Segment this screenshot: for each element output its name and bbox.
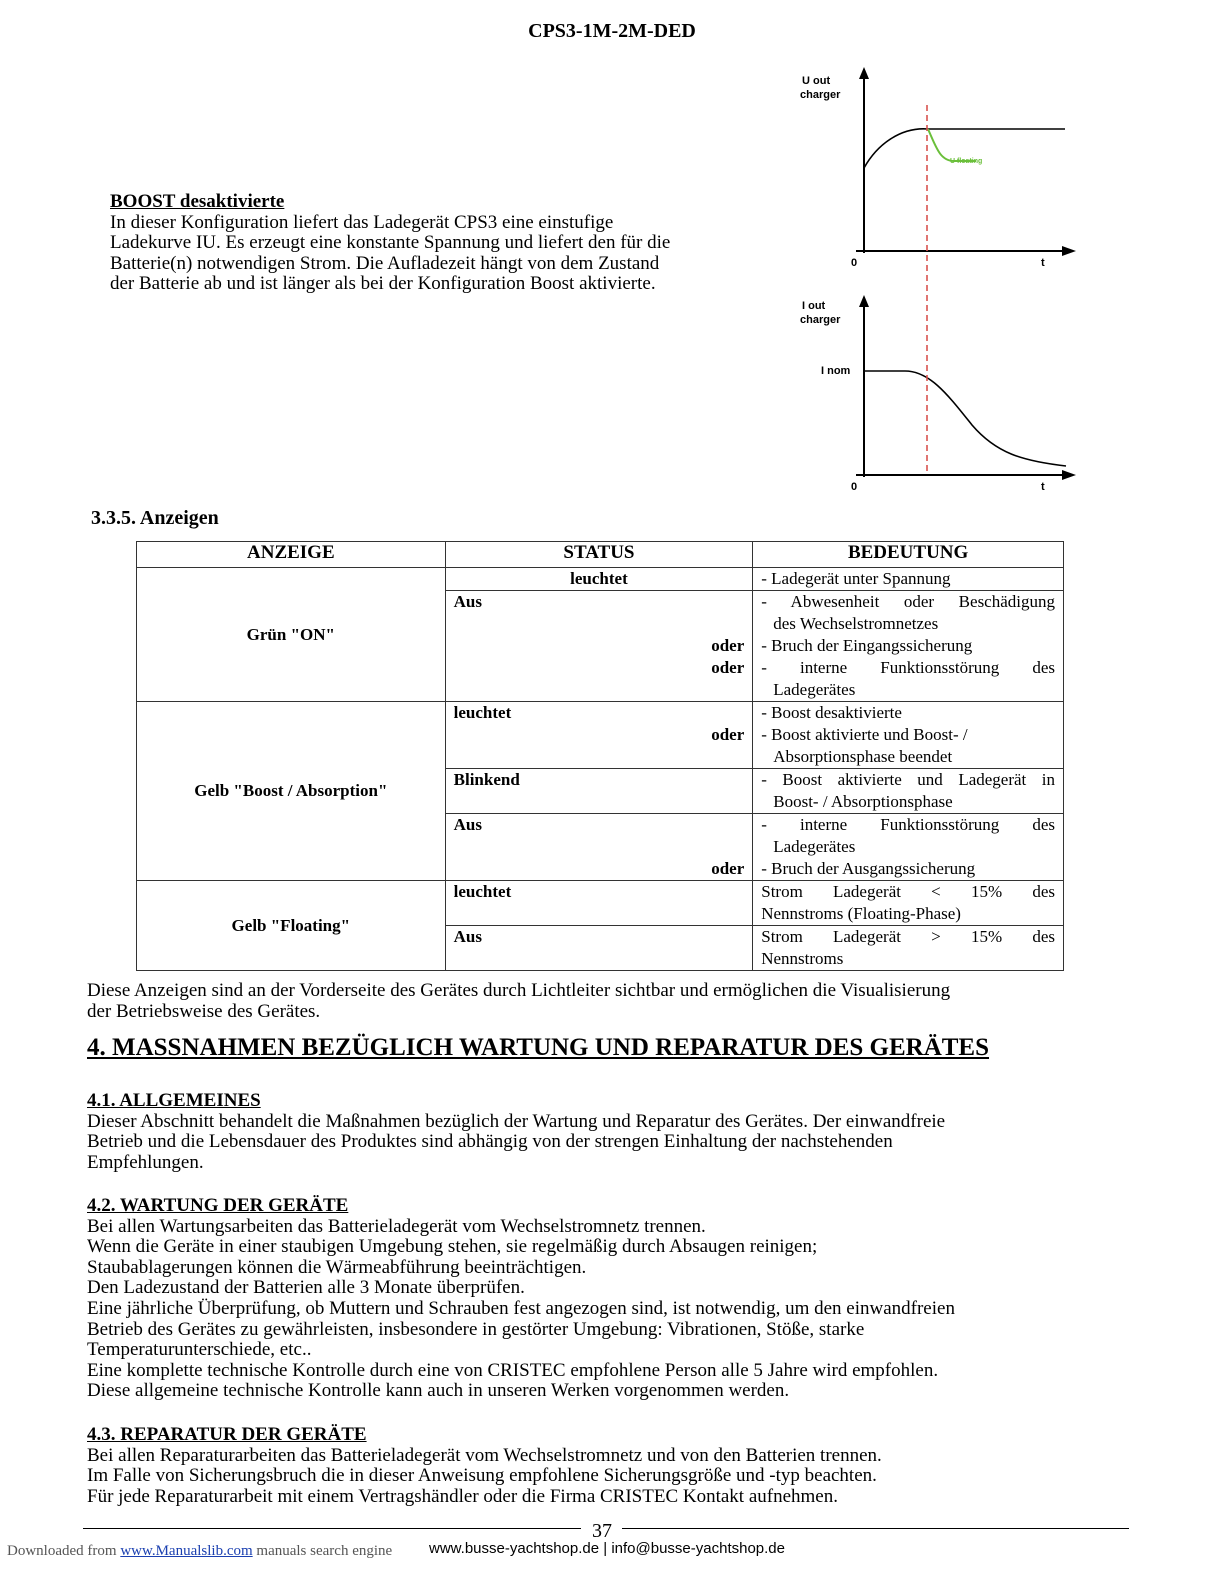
- footer-rule-left: [83, 1528, 581, 1529]
- voltage-xlabel: t: [1041, 257, 1045, 269]
- shop-contact: www.busse-yachtshop.de | info@busse-yachtshop.de: [429, 1540, 785, 1557]
- meaning-line: - Boost aktivierte und Boost- /: [761, 725, 968, 744]
- download-prefix: Downloaded from: [7, 1543, 117, 1559]
- meaning-line: Absorptionsphase beendet: [773, 747, 953, 766]
- meaning-line: - interne Funktionsstörung des: [761, 658, 1055, 677]
- meaning-cell: - Ladegerät unter Spannung: [753, 568, 1064, 591]
- paragraph-line: Staubablagerungen können die Wärmeabführung beeinträchtigen.: [87, 1256, 587, 1278]
- paragraph-line: Im Falle von Sicherungsbruch die in dieser Anweisung empfohlene Sicherungsgröße und -typ beachten.: [87, 1465, 877, 1487]
- page-number: 37: [592, 1520, 612, 1542]
- table-row: [137, 881, 1064, 926]
- meaning-line: Strom Ladegerät > 15% des: [761, 927, 1055, 946]
- table-header-row: [137, 542, 1064, 568]
- paragraph-line: Eine komplette technische Kontrolle durch eine von CRISTEC empfohlene Person alle 5 Jahre wird empfohlen.: [87, 1359, 939, 1381]
- note-line: der Betriebsweise des Gerätes.: [87, 1000, 321, 1022]
- current-graph: [800, 295, 1076, 493]
- current-ylabel-2: charger: [800, 314, 841, 326]
- status-cell: leuchtet: [445, 568, 753, 591]
- section-42: [87, 1196, 955, 1402]
- current-curve: [864, 371, 1066, 466]
- meaning-cell: [753, 926, 1064, 971]
- indicator-table: [136, 541, 1064, 971]
- boost-line: der Batterie ab und ist länger als bei der Konfiguration Boost aktivierte.: [110, 273, 656, 295]
- paragraph-line: Temperaturunterschiede, etc..: [87, 1339, 312, 1361]
- table-row: [137, 702, 1064, 769]
- paragraph-line: Diese allgemeine technische Kontrolle kann auch in unseren Werken vorgenommen werden.: [87, 1380, 790, 1402]
- meaning-line: Ladegerätes: [773, 680, 856, 699]
- voltage-y-arrow: [859, 67, 869, 79]
- status-oder: oder: [711, 658, 745, 677]
- boost-line: In dieser Konfiguration liefert das Ladegerät CPS3 eine einstufige: [110, 211, 614, 233]
- indicator-yellow-boost: Gelb "Boost / Absorption": [137, 702, 446, 881]
- section-41: [87, 1091, 945, 1173]
- meaning-line: Boost- / Absorptionsphase: [773, 792, 953, 811]
- meaning-cell: [753, 769, 1064, 814]
- download-suffix: manuals search engine: [256, 1543, 393, 1559]
- paragraph-line: Empfehlungen.: [87, 1151, 204, 1173]
- status-text: leuchtet: [453, 703, 512, 722]
- status-cell: Aus: [445, 926, 753, 971]
- inom-label: I nom: [821, 365, 851, 377]
- meaning-cell: [753, 591, 1064, 702]
- paragraph-line: Für jede Reparaturarbeit mit einem Vertragshändler oder die Firma CRISTEC Kontakt aufnehmen.: [87, 1485, 838, 1507]
- current-xlabel: t: [1041, 481, 1045, 493]
- boost-line: Ladekurve IU. Es erzeugt eine konstante Spannung und liefert den für die: [110, 232, 671, 254]
- meaning-line: des Wechselstromnetzes: [773, 614, 939, 633]
- paragraph-line: Bei allen Reparaturarbeiten das Batterieladegerät vom Wechselstromnetz und von den Batterien trennen.: [87, 1444, 882, 1466]
- status-cell: [445, 591, 753, 702]
- download-credit: [7, 1543, 392, 1560]
- meaning-cell: [753, 702, 1064, 769]
- floating-curve: [928, 129, 976, 161]
- paragraph-line: Betrieb des Gerätes zu gewährleisten, insbesondere in gestörter Umgebung: Vibrationen, Stöße, starke: [87, 1318, 865, 1340]
- voltage-ylabel-1: U out: [802, 75, 831, 87]
- meaning-line: - Bruch der Ausgangssicherung: [761, 859, 976, 878]
- status-cell: [445, 814, 753, 881]
- floating-label: U floating: [950, 158, 983, 165]
- section-42-title: 4.2. WARTUNG DER GERÄTE: [87, 1195, 349, 1216]
- table-header-cell: STATUS: [445, 542, 753, 568]
- meaning-line: Ladegerätes: [773, 837, 856, 856]
- paragraph-line: Bei allen Wartungsarbeiten das Batterieladegerät vom Wechselstromnetz trennen.: [87, 1215, 706, 1237]
- meaning-cell: [753, 881, 1064, 926]
- meaning-line: Nennstroms: [761, 949, 844, 968]
- meaning-line: - interne Funktionsstörung des: [761, 815, 1055, 834]
- section-43: [87, 1425, 882, 1507]
- meaning-line: - Boost aktivierte und Ladegerät in: [761, 770, 1055, 789]
- voltage-origin: 0: [851, 257, 858, 269]
- status-cell: [445, 702, 753, 769]
- paragraph-line: Betrieb und die Lebensdauer des Produktes sind abhängig von der strengen Einhaltung der nachstehenden: [87, 1131, 893, 1153]
- section-4-title: 4. MASSNAHMEN BEZÜGLICH WARTUNG UND REPARATUR DES GERÄTES: [87, 1034, 990, 1061]
- voltage-x-arrow: [1062, 246, 1076, 256]
- document-title: CPS3-1M-2M-DED: [528, 20, 696, 42]
- boost-heading: BOOST desaktivierte: [110, 191, 285, 212]
- paragraph-line: Dieser Abschnitt behandelt die Maßnahmen bezüglich der Wartung und Reparatur des Gerätes. Der einwandfreie: [87, 1110, 946, 1132]
- paragraph-line: Den Ladezustand der Batterien alle 3 Monate überprüfen.: [87, 1277, 525, 1299]
- meaning-line: - Boost desaktivierte: [761, 703, 902, 722]
- boost-disabled-block: [110, 192, 670, 295]
- boost-line: Batterie(n) notwendigen Strom. Die Aufladezeit hängt von dem Zustand: [110, 252, 660, 274]
- status-text: Aus: [453, 592, 482, 611]
- status-cell: Blinkend: [445, 769, 753, 814]
- section-335-title: 3.3.5. Anzeigen: [91, 507, 219, 529]
- meaning-line: - Abwesenheit oder Beschädigung: [761, 592, 1055, 611]
- voltage-graph: [800, 67, 1076, 269]
- indicator-note: [87, 981, 950, 1022]
- status-oder: oder: [711, 636, 745, 655]
- indicator-green-on: Grün "ON": [137, 568, 446, 702]
- indicator-yellow-floating: Gelb "Floating": [137, 881, 446, 971]
- status-oder: oder: [711, 725, 745, 744]
- meaning-line: Strom Ladegerät < 15% des: [761, 882, 1055, 901]
- section-41-title: 4.1. ALLGEMEINES: [87, 1090, 261, 1111]
- section-43-title: 4.3. REPARATUR DER GERÄTE: [87, 1424, 367, 1445]
- status-cell: leuchtet: [445, 881, 753, 926]
- footer-rule-right: [622, 1528, 1129, 1529]
- table-header-cell: BEDEUTUNG: [753, 542, 1064, 568]
- current-y-arrow: [859, 295, 869, 307]
- charging-curve-figure: [790, 65, 1090, 495]
- meaning-cell: [753, 814, 1064, 881]
- status-oder: oder: [711, 859, 745, 878]
- meaning-line: - Bruch der Eingangssicherung: [761, 636, 973, 655]
- voltage-ylabel-2: charger: [800, 89, 841, 101]
- paragraph-line: Eine jährliche Überprüfung, ob Muttern und Schrauben fest angezogen sind, ist notwendig, um den einwandfreien: [87, 1297, 955, 1319]
- meaning-line: Nennstroms (Floating-Phase): [761, 904, 961, 923]
- manualslib-link[interactable]: www.Manualslib.com: [120, 1543, 253, 1559]
- current-origin: 0: [851, 481, 858, 493]
- table-header-cell: ANZEIGE: [137, 542, 446, 568]
- table-row: [137, 568, 1064, 591]
- note-line: Diese Anzeigen sind an der Vorderseite des Gerätes durch Lichtleiter sichtbar und ermöglichen die Visualisierung: [87, 980, 951, 1001]
- status-text: Aus: [453, 815, 482, 834]
- paragraph-line: Wenn die Geräte in einer staubigen Umgebung stehen, sie regelmäßig durch Absaugen reinigen;: [87, 1236, 818, 1258]
- current-ylabel-1: I out: [802, 300, 826, 312]
- current-x-arrow: [1062, 470, 1076, 480]
